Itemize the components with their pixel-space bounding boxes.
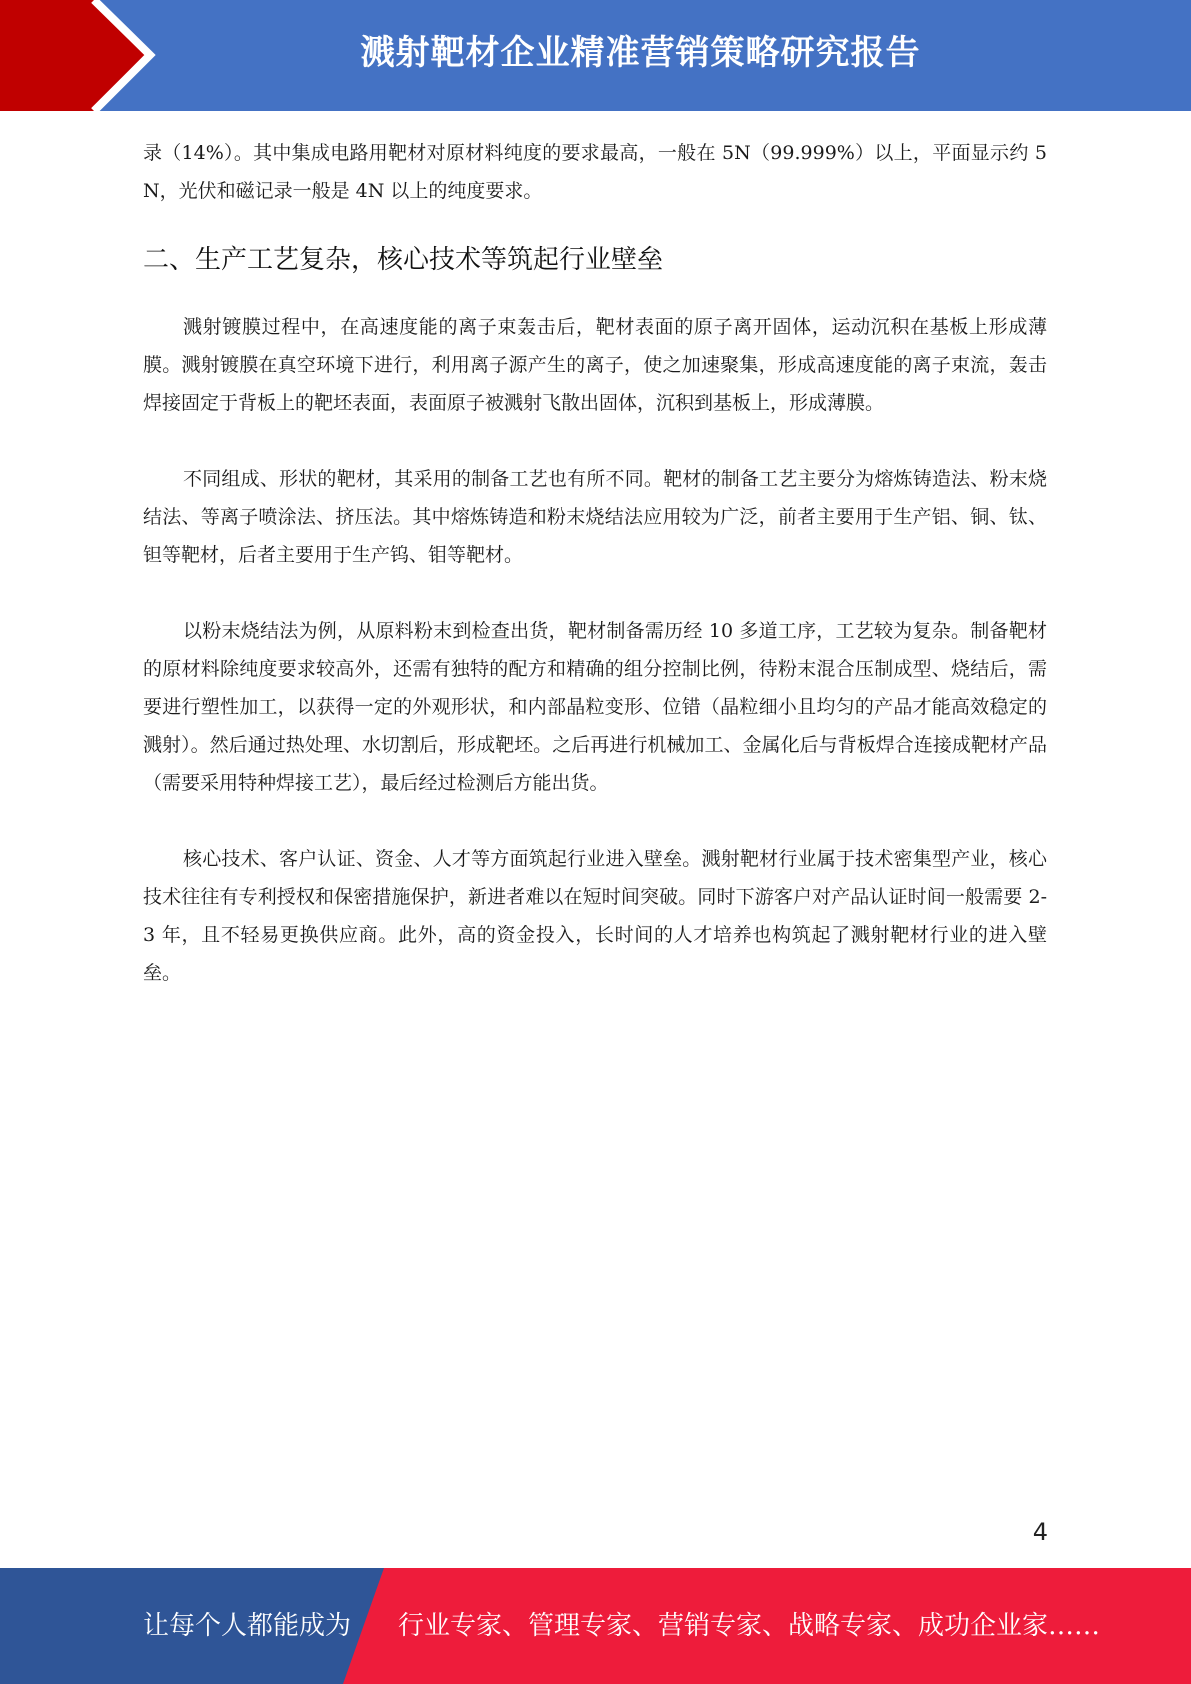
paragraph-industry-barriers: 核心技术、客户认证、资金、人才等方面筑起行业进入壁垒。溅射靶材行业属于技术密集型产业，核心技术往往有专利授权和保密措施保护，新进者难以在短时间突破。同时下游客户对产品认证时间一般需要 2-3 年，且不轻易更换供应商。此外，高的资金投入，长时间的人才培养也构筑起了溅射靶材行业的进入壁垒。	[143, 848, 1047, 984]
paragraph-powder-sintering: 以粉末烧结法为例，从原料粉末到检查出货，靶材制备需历经 10 多道工序，工艺较为复杂。制备靶材的原材料除纯度要求较高外，还需有独特的配方和精确的组分控制比例，待粉末混合压制成型、烧结后，需要进行塑性加工，以获得一定的外观形状，和内部晶粒变形、位错（晶粒细小且均匀的产品才能高效稳定的溅射）。然后通过热处理、水切割后，形成靶坯。之后再进行机械加工、金属化后与背板焊合连接成靶材产品（需要采用特种焊接工艺），最后经过检测后方能出货。	[143, 620, 1047, 794]
paragraph-sputtering-process: 溅射镀膜过程中，在高速度能的离子束轰击后，靶材表面的原子离开固体，运动沉积在基板上形成薄膜。溅射镀膜在真空环境下进行，利用离子源产生的离子，使之加速聚集，形成高速度能的离子束流，轰击焊接固定于背板上的靶坯表面，表面原子被溅射飞散出固体，沉积到基板上，形成薄膜。	[143, 316, 1047, 414]
paragraph-preparation-methods: 不同组成、形状的靶材，其采用的制备工艺也有所不同。靶材的制备工艺主要分为熔炼铸造法、粉末烧结法、等离子喷涂法、挤压法。其中熔炼铸造和粉末烧结法应用较为广泛，前者主要用于生产铝、铜、钛、钽等靶材，后者主要用于生产钨、钼等靶材。	[143, 468, 1047, 566]
continuation-paragraph: 录（14%）。其中集成电路用靶材对原材料纯度的要求最高，一般在 5N（99.999%）以上，平面显示约 5N，光伏和磁记录一般是 4N 以上的纯度要求。	[143, 142, 1047, 202]
header-red-arrow-icon	[0, 0, 160, 111]
report-header	[0, 0, 1191, 111]
footer-slogan-right: 行业专家、管理专家、营销专家、战略专家、成功企业家……	[398, 1611, 1101, 1641]
footer-slogan-left: 让每个人都能成为	[143, 1611, 352, 1641]
section-heading: 二、生产工艺复杂，核心技术等筑起行业壁垒	[143, 245, 664, 275]
report-title: 溅射靶材企业精准营销策略研究报告	[360, 33, 921, 73]
report-footer	[0, 1568, 1191, 1684]
page-number: 4	[1032, 1518, 1048, 1546]
page-content	[143, 134, 1047, 992]
